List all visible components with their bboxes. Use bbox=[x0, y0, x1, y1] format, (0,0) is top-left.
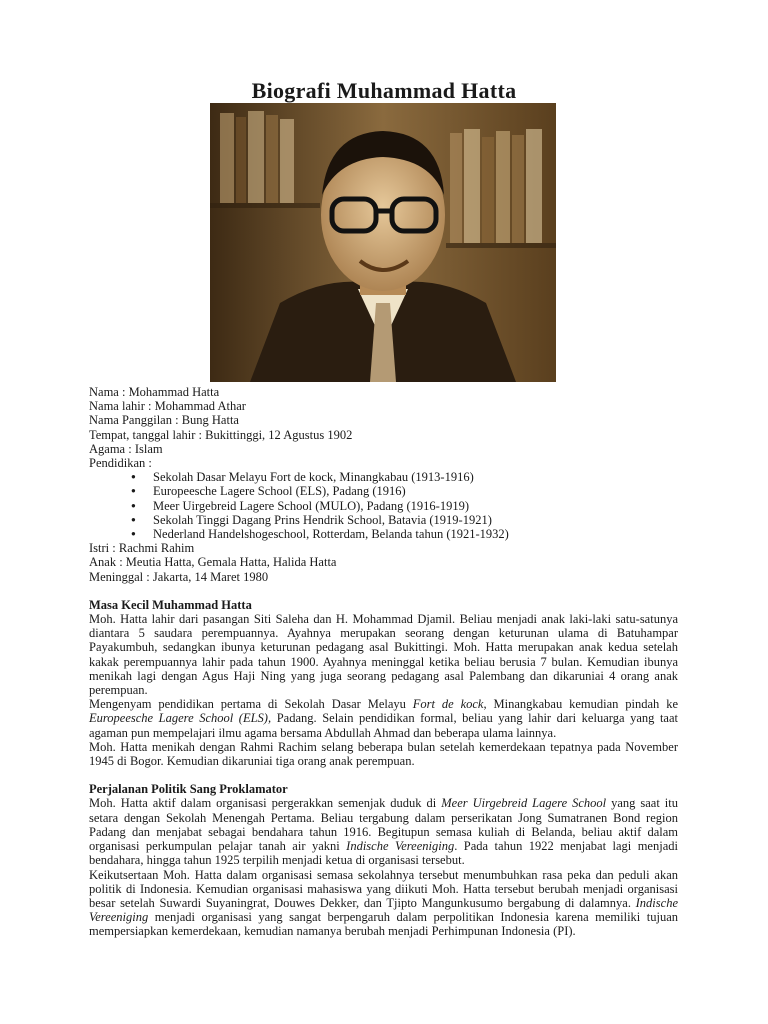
profile-nama-lahir: Nama lahir : Mohammad Athar bbox=[89, 399, 246, 414]
profile-agama: Agama : Islam bbox=[89, 441, 163, 456]
profile-panggilan: Nama Panggilan : Bung Hatta bbox=[89, 413, 239, 428]
list-item: ● Europeesche Lagere School (ELS), Padang (1916) bbox=[153, 484, 678, 498]
paragraph: Keikutsertaan Moh. Hatta dalam organisasi semasa sekolahnya tersebut menumbuhkan rasa peka dan peduli akan politik di Indonesia. Kemudian organisasi mahasiswa yang diikuti Moh. Hatta tersebut berubah menjadi organisasi besar setelah Suwardi Suyaningrat, Douwes Dekker, dan Tjipto Mangunkusumo bergabung di dalamnya. Indische Vereeniging menjadi organisasi yang sangat berpengaruh dalam perpolitikan Indonesia karena memiliki tujuan mempersiapkan kemerdekaan, kemudian namanya berubah menjadi Perhimpunan Indonesia (PI). bbox=[89, 867, 678, 939]
page-title: Biografi Muhammad Hatta bbox=[251, 78, 517, 103]
paragraph: Moh. Hatta menikah dengan Rahmi Rachim selang beberapa bulan setelah kemerdekaan tepatnya pada November 1945 di Bogor. Kemudian dikaruniai tiga orang anak perempuan. bbox=[89, 739, 678, 769]
paragraph: Moh. Hatta lahir dari pasangan Siti Saleha dan H. Mohammad Djamil. Beliau menjadi anak laki-laki satu-satunya diantara 5 saudara perempuannya. Ayahnya merupakan seorang dengan keturunan ulama di Batuhampar Payakumbuh, sedangkan ibunya keturunan pedagang asal Bukittingi. Moh. Hatta merupakan anak kedua setelah kakak perempuannya lahir pada tahun 1900. Ayahnya meninggal ketika beliau berusia 7 bulan. Kemudian ibunya menikah lagi dengan Agus Haji Ning yang juga seorang pedagang asal Palembang dan dikaruniai 4 orang anak perempuan. bbox=[89, 612, 678, 698]
list-item: ● Nederland Handelshogeschool, Rotterdam, Belanda tahun (1921-1932) bbox=[153, 527, 678, 541]
profile-ttl: Tempat, tanggal lahir : Bukittinggi, 12 Agustus 1902 bbox=[89, 427, 353, 442]
list-item: ● Sekolah Dasar Melayu Fort de kock, Minangkabau (1913-1916) bbox=[153, 470, 678, 484]
list-item: ● Sekolah Tinggi Dagang Prins Hendrik School, Batavia (1919-1921) bbox=[153, 513, 678, 527]
paragraph: Moh. Hatta aktif dalam organisasi pergerakkan semenjak duduk di Meer Uirgebreid Lagere School yang saat itu setara dengan Sekolah Menengah Pertama. Beliau tergabung dalam perserikatan Jong Sumatranen Bond region Padang dan menjabat sebagai bendahara tahun 1916. Begitupun semasa kuliah di Belanda, beliau aktif dalam organisasi perkumpulan pelajar tanah air yakni Indische Vereeniging. Pada tahun 1922 menjabat lagi menjadi bendahara, hingga tahun 1925 terpilih menjadi ketua di organisasi tersebut. bbox=[89, 796, 678, 868]
profile-meninggal: Meninggal : Jakarta, 14 Maret 1980 bbox=[89, 569, 269, 584]
profile-nama: Nama : Mohammad Hatta bbox=[89, 385, 220, 399]
portrait-photo bbox=[210, 103, 556, 382]
profile-pendidikan-label: Pendidikan : bbox=[89, 456, 152, 471]
paragraph: Mengenyam pendidikan pertama di Sekolah Dasar Melayu Fort de kock, Minangkabau kemudian pindah ke Europeesche Lagere School (ELS), Padang. Selain pendidikan formal, beliau yang lahir dari keluarga yang taat agaman pun mempelajari ilmu agama bersama Abdullah Ahmad dan beberapa ulama lainnya. bbox=[89, 697, 678, 740]
profile-istri: Istri : Rachmi Rahim bbox=[89, 541, 195, 556]
profile-anak: Anak : Meutia Hatta, Gemala Hatta, Halida Hatta bbox=[89, 555, 337, 570]
document-body bbox=[89, 385, 678, 939]
section-heading-politics: Perjalanan Politik Sang Proklamator bbox=[89, 782, 288, 797]
list-item: ● Meer Uirgebreid Lagere School (MULO), Padang (1916-1919) bbox=[153, 499, 678, 513]
section-heading-childhood: Masa Kecil Muhammad Hatta bbox=[89, 597, 252, 612]
education-list bbox=[89, 470, 678, 541]
portrait-illustration bbox=[210, 103, 556, 382]
